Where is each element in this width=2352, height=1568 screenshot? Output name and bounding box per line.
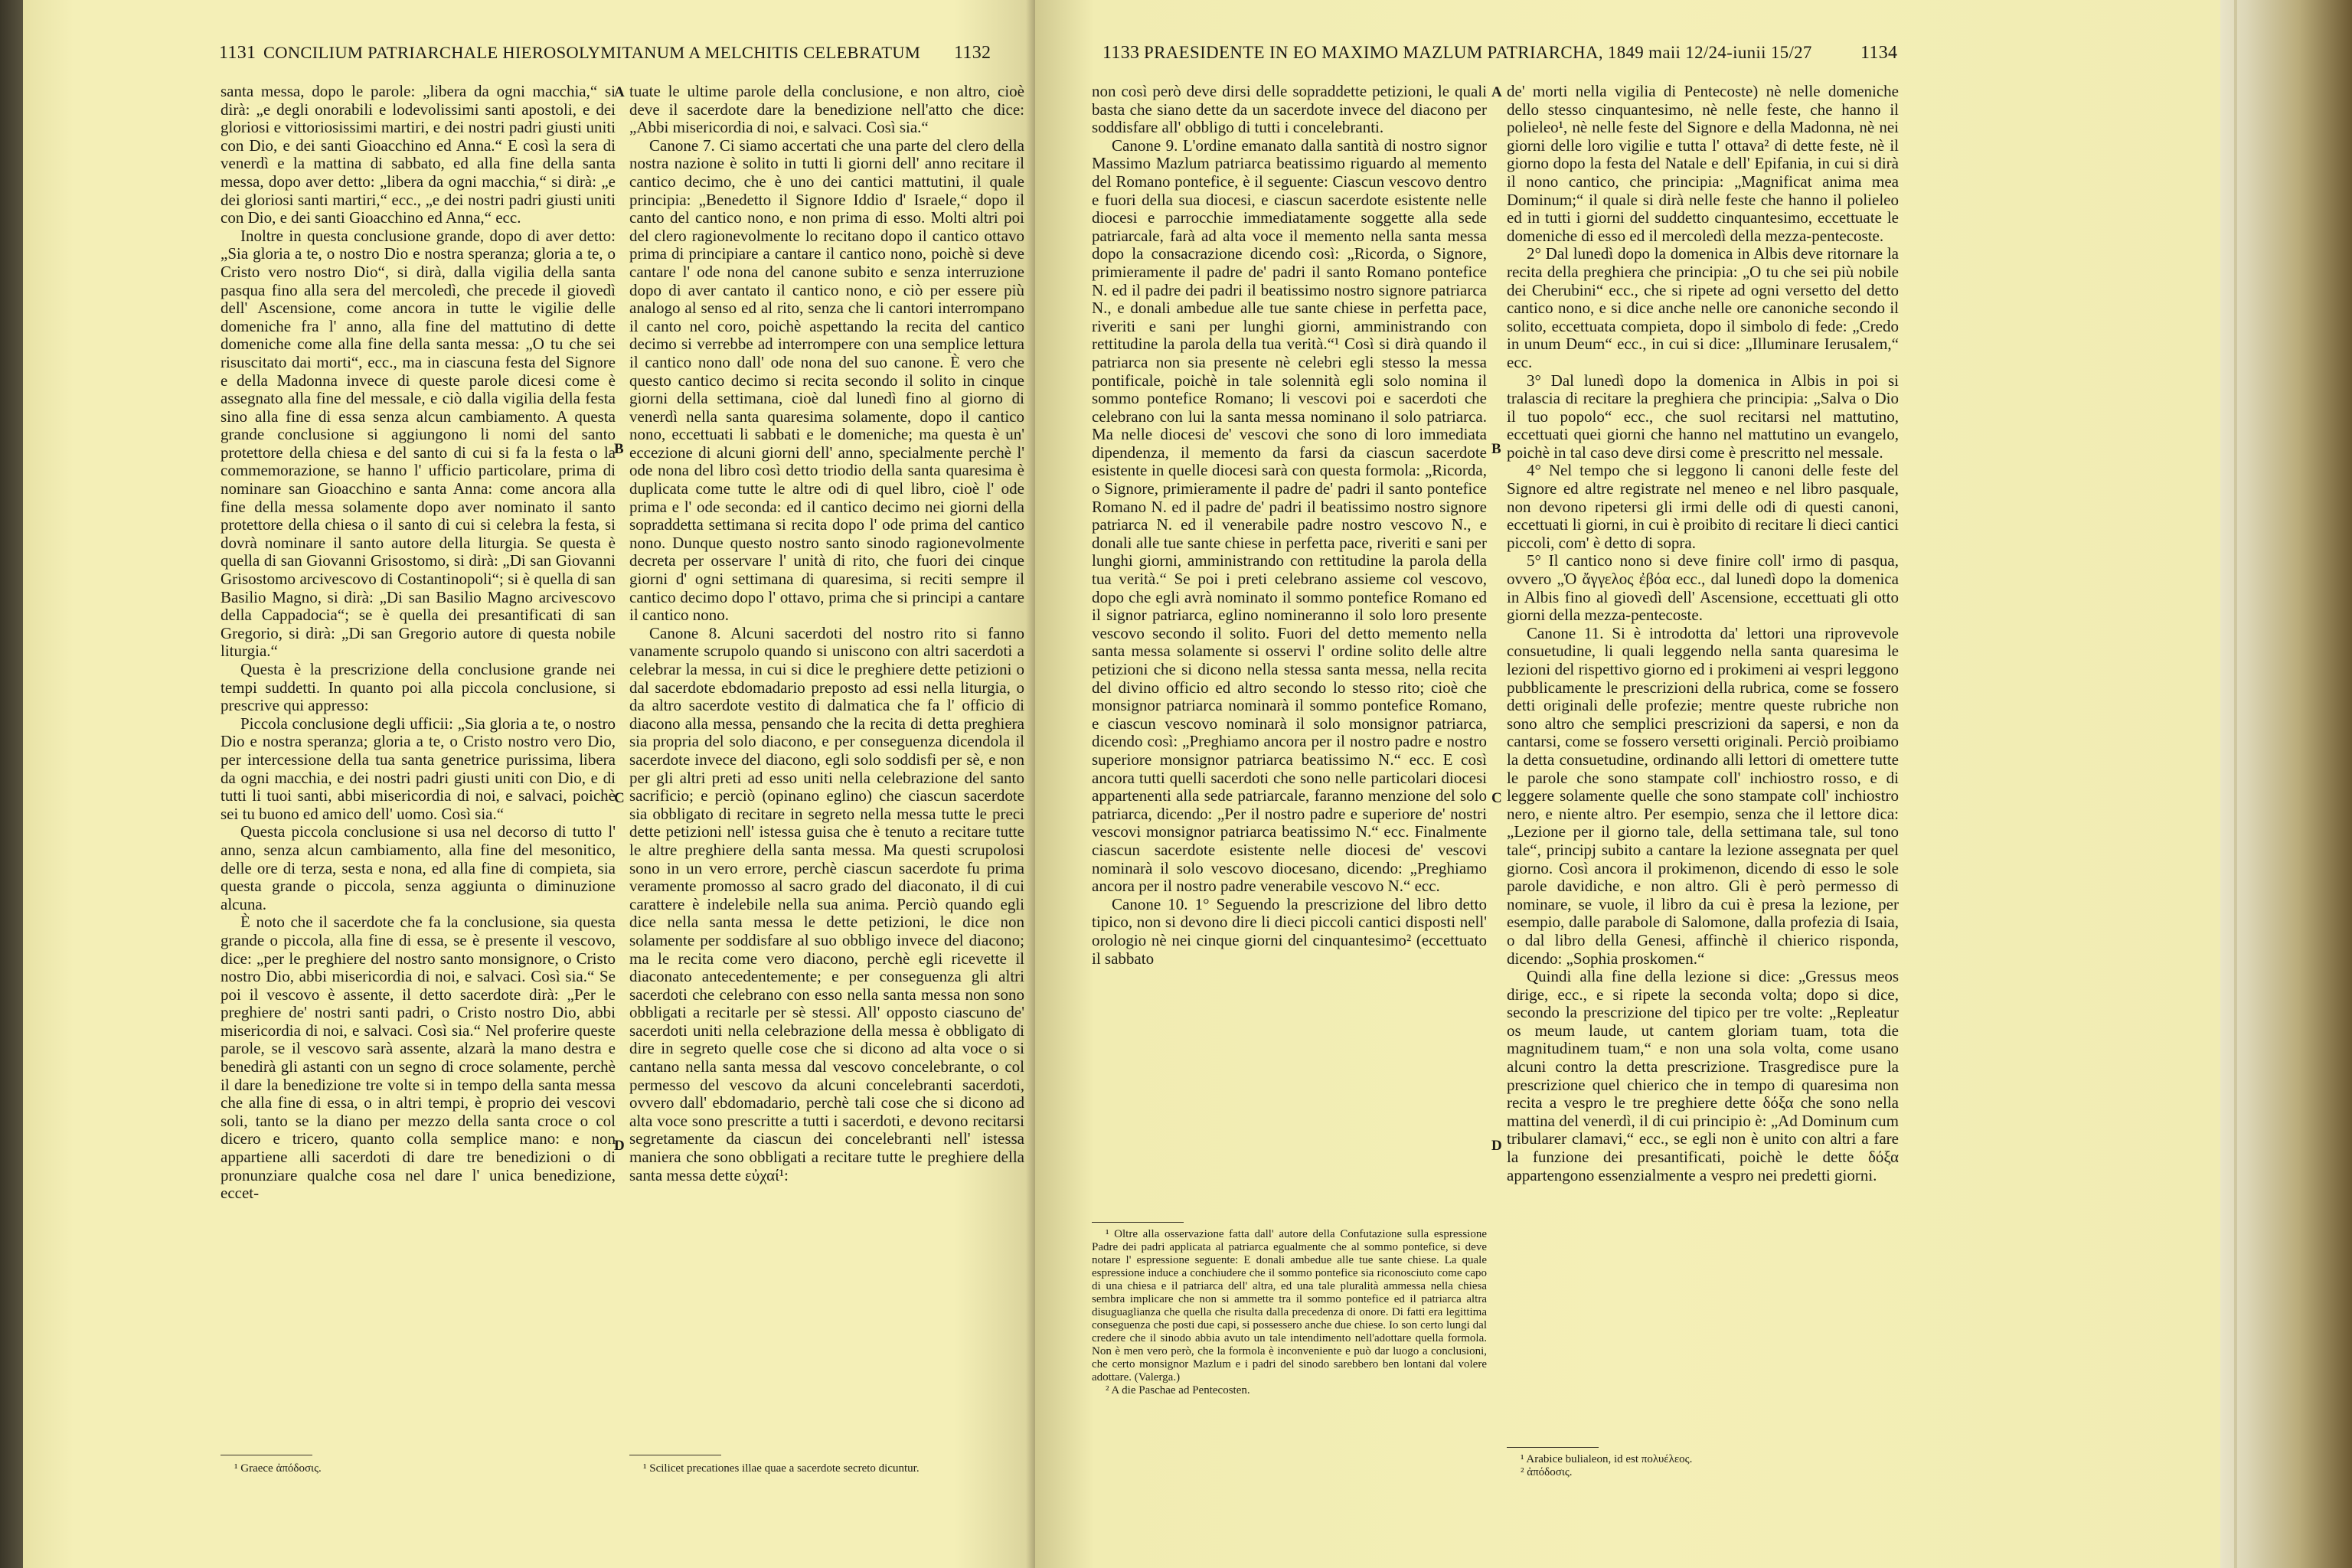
- paragraph: Questa piccola conclusione si usa nel decorso di tutto l' anno, senza alcun cambiamento, alla fine del mesonitico, delle ore di terza, sesta e nona, ed alla fine di compieta, sia questa grande o piccola, senza aggiunta o diminuzione alcuna.: [220, 822, 616, 913]
- paragraph: Questa è la prescrizione della conclusione grande nei tempi suddetti. In quanto poi alla piccola conclusione, si prescrive qui appresso:: [220, 660, 616, 715]
- margin-marker-b: B: [614, 441, 624, 457]
- margin-marker-c: C: [1491, 790, 1502, 806]
- left-column-a: [220, 83, 616, 1203]
- paragraph: Piccola conclusione degli ufficii: „Sia gloria a te, o nostro Dio e nostra speranza; gloria a te, o Cristo nostro vero Dio, per intercessione della tua santa genetrice purissima, libera da ogni macchia, e dei nostri padri giusti uniti con Dio, e di tutti li tuoi santi, abbi misericordia di noi, e salvaci, poichè sei tu buono ed amico dell' uomo. Così sia.“: [220, 714, 616, 823]
- right-col-a-footnotes: [1092, 1228, 1487, 1397]
- left-column-b: [629, 83, 1024, 1184]
- margin-marker-d: D: [614, 1138, 625, 1154]
- paragraph: tuate le ultime parole della conclusione, e non altro, cioè deve il sacerdote dare la benedizione nell'atto che dice: „Abbi misericordia di noi, e salvaci. Così sia.“: [629, 82, 1024, 137]
- footnote: ² ἀπόδοσις.: [1521, 1466, 1573, 1478]
- right-page-number-a: 1133: [1102, 43, 1140, 63]
- paragraph: 4° Nel tempo che si leggono li canoni delle feste del Signore ed altre registrate nel meneo e nel libro pasquale, non devono ripetersi gli irmi delle odi di questi canoni, eccettuati li giorni, in cui è proibito di recitare li dieci cantici piccoli, com' è detto di sopra.: [1507, 461, 1899, 552]
- margin-marker-c: C: [614, 790, 625, 806]
- left-page: [23, 0, 1035, 1568]
- right-page-number-b: 1134: [1860, 43, 1898, 63]
- paragraph: È noto che il sacerdote che fa la conclusione, sia questa grande o piccola, alla fine di essa, se è presente il vescovo, dice: „per le preghiere del nostro santo monsignore, o Cristo nostro Dio, abbi misericordia di noi, e salvaci. Così sia.“ Se poi il vescovo è assente, il detto sacerdote dirà: „Per le preghiere de' nostri santi padri, o Cristo nostro Dio, abbi misericordia di noi, e salvaci. Così sia.“ Nel proferire queste parole, se il vescovo sarà assente, alzarà la mano destra e benedirà gli astanti con un segno di croce solamente, perchè il dare la benedizione tre volte si in tempo della santa messa che alla fine di essa, o in altri tempi, è proprio dei vescovi soli, tanto se la diano per mezzo della santa croce o col dicero e tricero, quanto colla semplice mano: e non appartiene alli sacerdoti di dare tre benedizioni o di pronunziare qualche cosa nel dare l' unica benedizione, eccet-: [220, 913, 616, 1203]
- paragraph: non così però deve dirsi delle sopraddette petizioni, le quali basta che siano dette da un sacerdote invece del diacono per soddisfare all' obbligo di tutti i concelebranti.: [1092, 82, 1487, 137]
- paragraph: Canone 8. Alcuni sacerdoti del nostro rito si fanno vanamente scrupolo quando si uniscono con altri sacerdoti a celebrar la messa, in cui si dice le preghiere dette petizioni o dal sacerdote ebdomadario preposto ad essi nella liturgia, o da altro sacerdote vestito di dalmatica che fa l' officio di diacono alla messa, pensando che la recita di detta preghiera sia propria del solo diacono, e per conseguenza dicendola il sacerdote invece del diacono, egli solo soddisfi per sè, e non per gli altri preti ad esso uniti nella celebrazione del santo sacrificio; e perciò (opinano eglino) che ciascun sacerdote sia obbligato di recitare in segreto nella messa tutte le preci dette petizioni nell' istessa guisa che è tenuto a recitare tutte le altre preghiere della santa messa. Ma questi scrupolosi sono in un vero errore, perchè ciascun sacerdote fu prima veramente promosso al sacro grado del diaconato, il di cui carattere è indelebile nella sua anima. Perciò quando egli dice nella santa messa le dette petizioni, le dice non solamente per soddisfare al suo obbligo invece del diacono; ma le recita come vero diacono, perchè egli ricevette il diaconato antecedentemente; e per conseguenza gli altri sacerdoti che celebrano con esso nella santa messa non sono obbligati a recitarle per sè stessi. All' opposto ciascuno de' sacerdoti uniti nella celebrazione della messa è obbligato di dire in segreto quelle cose che si dicono ad alta voce o si cantano nella santa messa dal vescovo concelebrante, o col permesso del vescovo da alcuni concelebranti sacerdoti, ovvero dall' ebdomadario, perchè tali cose che si dicono ad alta voce sono prescritte a tutti i sacerdoti, e devono recitarsi segretamente da ciascun dei concelebranti nell' istessa maniera che sono obbligati a recitare tutte le preghiere della santa messa dette εὐχαί¹:: [629, 623, 1024, 1184]
- margin-marker-a: A: [614, 84, 625, 100]
- margin-marker-d: D: [1491, 1138, 1502, 1154]
- paragraph: de' morti nella vigilia di Pentecoste) nè nelle domeniche dello stesso cinquantesimo, nè nelle feste, che hanno il polieleo¹, nè nelle feste del Signore e della Madonna, nè nei giorni delle loro vigilie e tutta l' ottava² di dette feste, nè il giorno dopo la festa del Natale e dell' Epifania, in cui si dirà il nono cantico, che principia: „Magnificat anima mea Dominum;“ il quale si dirà nelle feste che hanno il polieleo ed in tutti i giorni del suddetto cinquantesimo, eccettuate le domeniche di esso ed il mercoledì della mezza-pentecoste.: [1507, 82, 1899, 245]
- paragraph: 5° Il cantico nono si deve finire coll' irmo di pasqua, ovvero „Ὁ ἄγγελος ἐβόα ecc., dal lunedì dopo la domenica in Albis fino al giovedì dell' Ascensione, eccettuati gli otto giorni della mezza-pentecoste.: [1507, 551, 1899, 625]
- footnote: ¹ Scilicet precationes illae quae a sacerdote secreto dicuntur.: [643, 1462, 920, 1475]
- left-page-number-b: 1132: [954, 43, 991, 63]
- left-col-a-footnote: [220, 1462, 616, 1475]
- footnote-rule: [1092, 1222, 1184, 1223]
- footnote: ¹ Graece ἀπόδοσις.: [234, 1462, 322, 1475]
- page-edge-line: [2234, 0, 2237, 1568]
- left-page-number-a: 1131: [219, 43, 256, 63]
- paragraph: 2° Dal lunedì dopo la domenica in Albis deve ritornare la recita della preghiera che principia: „O tu che sei più nobile dei Cherubini“ ecc., che si ripete ad ogni versetto del detto cantico nono, e si dice anche nelle ore canoniche secondo il solito, eccettuata compieta, dopo il simbolo di fede: „Credo in unum Deum“ ecc., in cui si dice: „Illuminare Ierusalem,“ ecc.: [1507, 244, 1899, 371]
- right-column-a: [1092, 83, 1487, 968]
- left-col-b-footnote: [629, 1462, 1024, 1475]
- footnote: ² A die Paschae ad Pentecosten.: [1106, 1384, 1250, 1396]
- paragraph: Inoltre in questa conclusione grande, dopo di aver detto: „Sia gloria a te, o nostro Dio e nostra speranza; gloria a te, o Cristo vero nostro Dio“, si dirà, dalla vigilia della santa pasqua fino alla sera del mercoledì, che precede il giovedì dell' Ascensione, come ancora in tutte le vigilie delle domeniche fra l' anno, alla fine del mattutino di dette domeniche come alla fine della santa messa: „O tu che sei risuscitato dai morti“, ecc., ma in ciascuna festa del Signore e della Madonna invece di queste parole dicesi come è assegnato alla fine del messale, e ciò dalla vigilia della festa sino alla fine di essa senza alcun cambiamento. A questa grande conclusione si aggiungono li nomi del santo protettore della chiesa e del santo di cui si fa la festa o la commemorazione, se hanno l' ufficio particolare, prima di nominare san Gioacchino e santa Anna: come ancora alla fine della messa solamente dopo aver nominato il santo protettore della chiesa o il santo di cui si celebra la festa, si dovrà nominare il santo autore della liturgia. Se questa è quella di san Giovanni Grisostomo, si dirà: „Di san Giovanni Grisostomo arcivescovo di Costantinopoli“; si è quella di san Basilio Magno, si dirà: „Di san Basilio Magno arcivescovo della Cappadocia“; se è quella dei presantificati di san Gregorio, si dirà: „Di san Gregorio autore di questa nobile liturgia.“: [220, 226, 616, 661]
- paragraph: santa messa, dopo le parole: „libera da ogni macchia,“ si dirà: „e degli onorabili e lodevolissimi santi apostoli, e dei gloriosi e vittoriosissimi martiri, e dei nostri padri giusti uniti con Dio, e dei santi Gioacchino ed Anna.“ E così la sera di venerdì e la mattina di sabbato, ed alla fine della santa messa, dopo aver detto: „libera da ogni macchia,“ si dirà: „e dei gloriosi santi martiri,“ ecc., „e dei nostri padri giusti uniti con Dio, e dei santi Gioacchino ed Anna,“ ecc.: [220, 82, 616, 227]
- right-running-title: PRAESIDENTE IN EO MAXIMO MAZLUM PATRIARCHA, 1849 maii 12/24-iunii 15/27: [1144, 43, 1812, 62]
- footnote: ¹ Oltre alla osservazione fatta dall' autore della Confutazione sulla espressione Padre dei padri applicata al patriarca egualmente che al sommo pontefice, si deve notare l' espressione seguente: E donali ambedue alle tue sante chiese. La quale espressione induce a conchiudere che il sommo pontefice sia riconosciuto come capo di una chiesa e il patriarca dell' altra, ed una tale pluralità ammessa nella chiesa sembra implicare che non si ammette tra il sommo pontefice ed il patriarca altra disuguaglianza che quella che risulta dalla precedenza di onore. Di fatti era legittima conseguenza che posti due capi, si possessero anche due chiese. Io son certo lungi dal credere che il sinodo abbia avuto un tale intendimento nell'adottare quella formola. Non è men vero però, che la formola è inconveniente e può dar luogo a conclusioni, che certo monsignor Mazlum e i padri del sinodo sarebbero ben lontani dal volere adottare. (Valerga.): [1092, 1228, 1487, 1383]
- paragraph: Canone 11. Si è introdotta da' lettori una riprovevole consuetudine, li quali leggendo nella santa quaresima le lezioni del rispettivo giorno ed i prokimeni ai vespri leggono pubblicamente le prescrizioni della rubrica, come se fossero detti originali delle profezie; mentre queste rubriche non sono altro che semplici prescrizioni da sapersi, e non da cantarsi, come se fossero versetti originali. Perciò proibiamo la detta consuetudine, ordinando alli lettori di omettere tutte le parole che sono stampate coll' inchiostro rosso, e di leggere solamente quelle che sono stampate coll' inchiostro nero, e niente altro. Per esempio, senza che il lettore dica: „Lezione per il giorno tale, della settimana tale, sul tono tale“, principj subito a cantare la lezione assegnata per quel giorno. Così ancora il prokimenon, dicendo di esso le sole parole davidiche, e non altro. Gli è però permesso di nominare, se vuole, il libro da cui è presa la lezione, per esempio, dalle parabole di Salomone, dalla profezia di Isaia, o dal libro della Genesi, affinchè il chierico risponda, dicendo: „Sophia proskomen.“: [1507, 623, 1899, 968]
- right-col-b-footnotes: [1507, 1453, 1899, 1479]
- paragraph: Canone 10. 1° Seguendo la prescrizione del libro detto tipico, non si devono dire li dieci piccoli cantici disposti nell' orologio nè nei cinque giorni del cinquantesimo² (eccettuato il sabbato: [1092, 894, 1487, 968]
- right-page: [1035, 0, 2220, 1568]
- margin-marker-a: A: [1491, 84, 1502, 100]
- footnote: ¹ Arabice bulialeon, id est πολυέλεος.: [1521, 1453, 1693, 1465]
- paragraph: 3° Dal lunedì dopo la domenica in Albis in poi si tralascia di recitare la preghiera che principia: „Salva o Dio il tuo popolo“ ecc., che suol recitarsi nel mattutino, eccettuati quei giorni che hanno nel mattutino un evangelo, poichè in tal caso deve dirsi come è prescritto nel messale.: [1507, 371, 1899, 462]
- paragraph: Canone 7. Ci siamo accertati che una parte del clero della nostra nazione è solito in tutti li giorni dell' anno recitare il cantico decimo, che è uno dei cantici mattutini, il quale principia: „Benedetto il Signore Iddio d' Israele,“ dopo il canto del cantico nono, e non prima di esso. Molti altri poi del clero ragionevolmente lo recitano dopo il cantico ottavo prima di principiare a cantare il cantico nono, poichè si deve cantare l' ode nona del canone subito e senza interruzione dopo di aver cantato il cantico nono, e ciò per essere più analogo al senso ed al rito, senza che li cantori interrompano il canto nel coro, poichè aspettando la recita del cantico decimo si verrebbe ad interrompere con una semplice lettura il cantico nono dall' ode nona del suo canone. È vero che questo cantico decimo si recita secondo il solito in cinque giorni della settimana, cioè dal lunedì fino al giorno di venerdì nella santa quaresima solamente, dopo il cantico nono, eccettuati li sabbati e le domeniche; ma questa è un' eccezione di alcuni giorni dell' anno, specialmente perchè l' ode nona del libro così detto triodio della santa quaresima è duplicata come tutte le altre odi di quel libro, cioè l' ode prima e l' ode seconda: ed il cantico decimo nei giorni della sopraddetta settimana si recita dopo l' ode prima del cantico nono. Dunque questo nostro santo sinodo ragionevolmente decreta per osservare l' unità di rito, che fuori dei cinque giorni d' ogni settimana di quaresima, si reciti sempre il cantico decimo dopo l' ottavo, prima che si principi a cantare il cantico nono.: [629, 136, 1024, 625]
- footnote-rule: [1507, 1447, 1599, 1448]
- right-column-b: [1507, 83, 1899, 1184]
- paragraph: Canone 9. L'ordine emanato dalla santità di nostro signor Massimo Mazlum patriarca beatissimo riguardo al memento del Romano pontefice, è il seguente: Ciascun vescovo dentro e fuori della sua diocesi, e ciascun sacerdote esistente nelle diocesi e parrocchie immediatamente soggette alla sede patriarcale, farà ad alta voce il memento nella santa messa dopo la consacrazione dicendo così: „Ricorda, o Signore, primieramente il padre de' padri il santo Romano pontefice N. ed il padre dei padri il beatissimo nostro signore patriarca N., e donali ambedue alle tue sante chiese in perfetta pace, riveriti e sani per lunghi giorni, amministrando con rettitudine la parola della tua verità.“¹ Così si dirà quando il patriarca non sia presente nè celebri egli stesso la messa pontificale, poichè in tale solennità egli solo nomina il sommo pontefice Romano; li vescovi poi e sacerdoti che celebrano con lui la santa messa nominano il solo patriarca. Ma nelle diocesi de' vescovi che sono di loro immediata dipendenza, il memento da farsi da ciascun sacerdote esistente in quelle diocesi sarà con questa formola: „Ricorda, o Signore, primieramente il padre de' padri il santo pontefice Romano N. ed il padre de' padri il beatissimo nostro signore patriarca N. ed il venerabile padre nostro vescovo N., e donali alle tue sante chiese in perfetta pace, riveriti e sani per lunghi giorni, amministrando con rettitudine la parola della tua verità.“ Se poi i preti celebrano assieme col vescovo, dopo che egli avrà nominato il sommo pontefice Romano ed il signor patriarca, eglino nomineranno il solo loro presente vescovo secondo il solito. Fuori del detto memento nella santa messa solamente si osservi l' ordine solito delle altre petizioni che si dicono nella stessa santa messa, nella recita del divino officio ed altro secondo lo stesso rito; cioè che monsignor patriarca nominarà il sommo pontefice Romano, e ciascun vescovo nominarà il solo monsignor patriarca, dicendo così: „Preghiamo ancora per il nostro padre e nostro superiore monsignor patriarca beatissimo N.“ ecc. E così ancora tutti quelli sacerdoti che sono nelle particolari diocesi appartenenti alla sede patriarcale, faranno menzione del solo patriarca, dicendo: „Per il nostro padre e superiore de' nostri vescovi monsignor patriarca beatissimo N.“ ecc. Finalmente ciascun sacerdote esistente nelle diocesi de' vescovi nominarà il solo vescovo diocesano, dicendo: „Preghiamo ancora per il nostro padre venerabile vescovo N.“ ecc.: [1092, 136, 1487, 896]
- book-page-edge: [2220, 0, 2352, 1568]
- margin-marker-b: B: [1491, 441, 1501, 457]
- paragraph: Quindi alla fine della lezione si dice: „Gressus meos dirige, ecc., e si ripete la seconda volta; dopo si dice, secondo la prescrizione del tipico per tre volte: „Repleatur os meum laude, ut cantem gloriam tuam, tota die magnitudinem tuam,“ e non una sola volta, come usano alcuni contro la detta prescrizione. Trasgredisce pure la prescrizione quel chierico che in tempo di quaresima non recita a vespro le tre preghiere dette δόξα che sono nella mattina del venerdì, il di cui principio è: „Ad Dominum cum tribularer clamavi,“ ecc., se egli non è unito con altri a fare la funzione dei presantificati, poichè le dette δόξα appartengono essenzialmente a vespro nei predetti giorni.: [1507, 967, 1899, 1184]
- left-running-title: CONCILIUM PATRIARCHALE HIEROSOLYMITANUM A MELCHITIS CELEBRATUM: [263, 43, 921, 62]
